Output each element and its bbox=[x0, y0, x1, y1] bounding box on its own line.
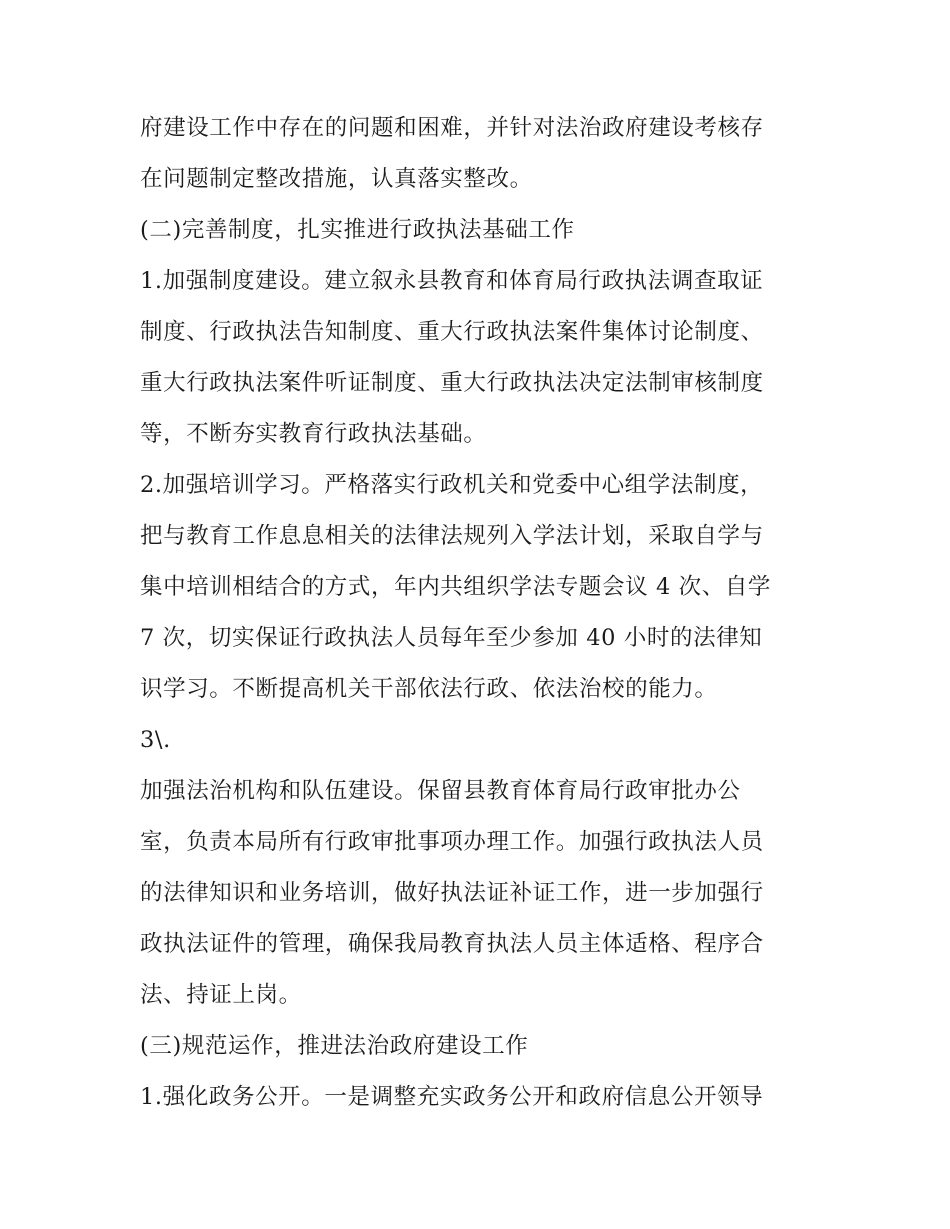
text-line: 府建设工作中存在的问题和困难，并针对法治政府建设考核存 bbox=[140, 115, 764, 141]
text-line: 法、持证上岗。 bbox=[140, 982, 302, 1008]
text-line: 政执法证件的管理，确保我局教育执法人员主体适格、程序合 bbox=[140, 931, 764, 957]
section-heading: (三)规范运作，推进法治政府建设工作 bbox=[140, 1033, 529, 1059]
document-body bbox=[140, 103, 820, 1123]
section-heading: (二)完善制度，扎实推进行政执法基础工作 bbox=[140, 217, 575, 243]
text-line: 室，负责本局所有行政审批事项办理工作。加强行政执法人员 bbox=[140, 829, 764, 855]
text-line: 3\. bbox=[140, 727, 171, 753]
text-line: 2.加强培训学习。严格落实行政机关和党委中心组学法制度， bbox=[140, 472, 764, 498]
text-line: 集中培训相结合的方式，年内共组织学法专题会议 4 次、自学 bbox=[140, 574, 772, 600]
text-line: 重大行政执法案件听证制度、重大行政执法决定法制审核制度 bbox=[140, 370, 764, 396]
text-line: 识学习。不断提高机关干部依法行政、依法治校的能力。 bbox=[140, 676, 718, 702]
text-line: 等，不断夯实教育行政执法基础。 bbox=[140, 421, 487, 447]
text-line: 1.强化政务公开。一是调整充实政务公开和政府信息公开领导 bbox=[140, 1084, 764, 1110]
text-line: 的法律知识和业务培训，做好执法证补证工作，进一步加强行 bbox=[140, 880, 764, 906]
text-line: 在问题制定整改措施，认真落实整改。 bbox=[140, 166, 533, 192]
text-line: 1.加强制度建设。建立叙永县教育和体育局行政执法调查取证 bbox=[140, 268, 764, 294]
text-line: 制度、行政执法告知制度、重大行政执法案件集体讨论制度、 bbox=[140, 319, 764, 345]
text-line: 加强法治机构和队伍建设。保留县教育体育局行政审批办公 bbox=[140, 778, 741, 804]
text-line: 把与教育工作息息相关的法律法规列入学法计划，采取自学与 bbox=[140, 523, 764, 549]
text-line: 7 次，切实保证行政执法人员每年至少参加 40 小时的法律知 bbox=[140, 625, 763, 651]
